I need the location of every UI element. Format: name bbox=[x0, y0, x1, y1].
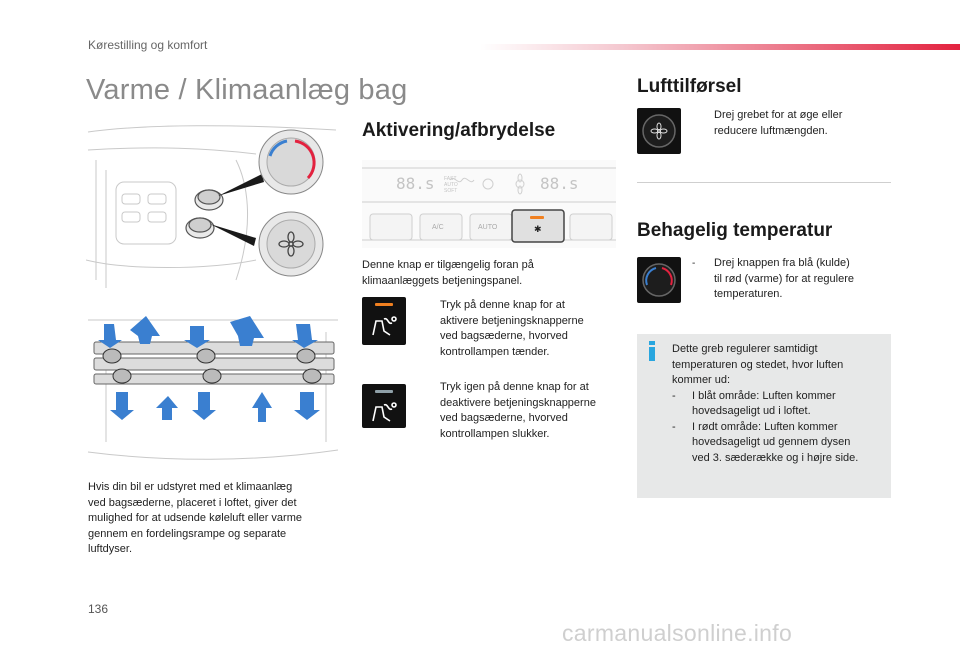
info-item-line: ved 3. sæderække og i højre side. bbox=[692, 451, 859, 464]
ceiling-controls-illustration bbox=[86, 120, 340, 292]
info-item-line: hovedsageligt ud gennem dysen bbox=[692, 436, 851, 448]
activate-instruction bbox=[418, 298, 618, 362]
display-mode: FAST AUTO SOFT bbox=[444, 176, 458, 194]
intro-line: Hvis din bil er udstyret med et klimaanlæg bbox=[88, 481, 293, 493]
rear-climate-button-off-icon bbox=[362, 384, 406, 428]
activation-intro-line: Denne knap er tilgængelig foran på bbox=[362, 259, 534, 271]
info-item-line: I rødt område: Luften kommer bbox=[692, 420, 838, 433]
ac-button[interactable]: A/C bbox=[432, 224, 444, 231]
airflow-heading: Lufttilførsel bbox=[637, 76, 742, 97]
display-right: 88.s bbox=[540, 174, 579, 193]
fan-knob-icon bbox=[637, 108, 681, 154]
temperature-line: temperaturen. bbox=[714, 288, 783, 300]
auto-button[interactable]: AUTO bbox=[478, 224, 498, 231]
activate-line: kontrollampen tænder. bbox=[440, 345, 550, 358]
temperature-line: til rød (varme) for at regulere bbox=[714, 272, 854, 285]
rear-climate-button-on-icon bbox=[362, 297, 406, 345]
activation-heading: Aktivering/afbrydelse bbox=[362, 120, 556, 141]
air-distribution-illustration bbox=[86, 312, 340, 470]
activate-line: ved bagsæderne, hvorved bbox=[440, 330, 568, 342]
intro-line: mulighed for at udsende køleluft eller varme bbox=[88, 512, 302, 524]
page-number: 136 bbox=[88, 602, 109, 616]
dash-mark: - bbox=[672, 389, 676, 402]
temperature-line: Drej knappen fra blå (kulde) bbox=[714, 257, 850, 269]
airflow-line: reducere luftmængden. bbox=[714, 124, 828, 137]
info-icon bbox=[646, 341, 658, 361]
deactivate-line: Tryk igen på denne knap for at bbox=[440, 381, 589, 393]
comfort-heading: Behagelig temperatur bbox=[637, 220, 833, 241]
watermark: carmanualsonline.info bbox=[562, 620, 793, 646]
svg-text:✱: ✱ bbox=[534, 225, 542, 235]
deactivate-instruction bbox=[418, 380, 618, 444]
info-line: kommer ud: bbox=[672, 374, 731, 386]
activate-line: aktivere betjeningsknapperne bbox=[440, 314, 584, 327]
info-line: temperaturen og stedet, hvor luften bbox=[672, 358, 844, 371]
intro-paragraph bbox=[88, 480, 338, 558]
info-item-blue bbox=[672, 389, 886, 420]
dash-mark: - bbox=[672, 420, 676, 433]
info-item-red bbox=[672, 420, 886, 467]
info-item-line: I blåt område: Luften kommer bbox=[692, 389, 836, 402]
activate-line: Tryk på denne knap for at bbox=[440, 299, 565, 311]
info-line: Dette greb regulerer samtidigt bbox=[672, 343, 818, 355]
section-header: Kørestilling og komfort bbox=[88, 38, 208, 52]
temperature-knob-icon bbox=[637, 257, 681, 303]
dash-mark: - bbox=[692, 258, 696, 269]
airflow-line: Drej grebet for at øge eller bbox=[714, 109, 843, 121]
temperature-instruction bbox=[692, 256, 892, 306]
info-item-line: hovedsageligt ud i loftet. bbox=[692, 405, 811, 417]
deactivate-line: ved bagsæderne, hvorved bbox=[440, 412, 568, 424]
intro-line: luftdyser. bbox=[88, 543, 133, 555]
activation-intro-line: klimaanlæggets betjeningspanel. bbox=[362, 274, 523, 287]
info-text bbox=[672, 342, 886, 492]
airflow-divider bbox=[637, 182, 891, 183]
deactivate-line: deaktivere betjeningsknapperne bbox=[440, 396, 596, 409]
control-panel-illustration bbox=[362, 160, 616, 248]
activation-intro bbox=[362, 258, 612, 289]
airflow-instruction bbox=[692, 108, 892, 142]
intro-line: gennem en fordelingsrampe og separate bbox=[88, 527, 287, 540]
display-left: 88.s bbox=[396, 174, 435, 193]
page-title: Varme / Klimaanlæg bag bbox=[86, 74, 408, 106]
intro-line: ved bagsæderne, placeret i loftet, giver det bbox=[88, 496, 297, 509]
header-accent-bar bbox=[480, 44, 960, 50]
deactivate-line: kontrollampen slukker. bbox=[440, 427, 550, 440]
